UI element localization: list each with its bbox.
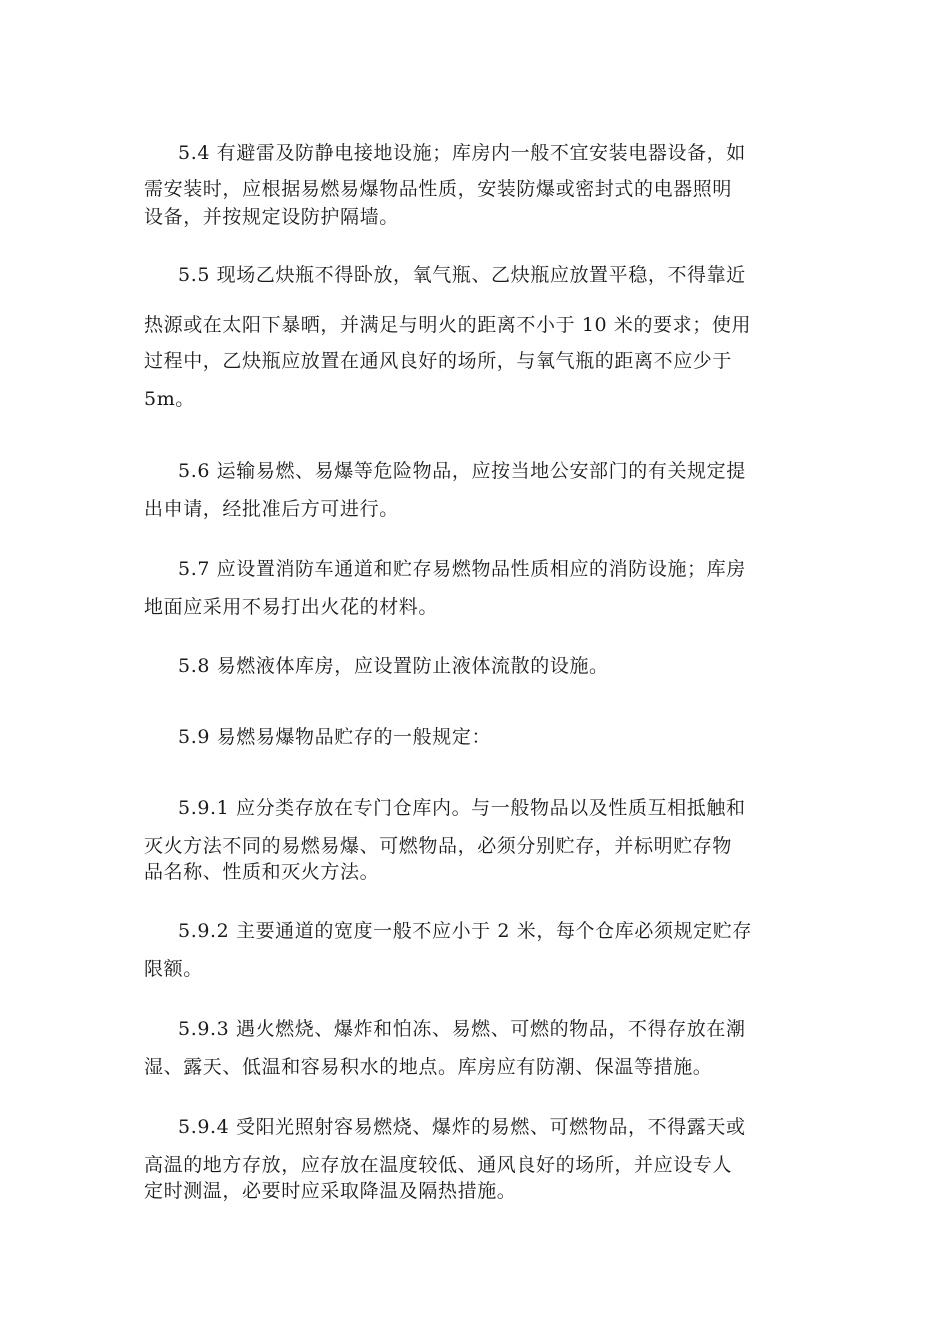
text-line: 地面应采用不易打出火花的材料。 bbox=[144, 596, 439, 618]
text-line: 5.7 应设置消防车通道和贮存易燃物品性质相应的消防设施；库房 bbox=[178, 558, 746, 580]
text-line: 5.9.4 受阳光照射容易燃烧、爆炸的易燃、可燃物品，不得露天或 bbox=[178, 1116, 746, 1138]
text-line: 设备，并按规定设防护隔墙。 bbox=[144, 206, 399, 228]
text-line: 品名称、性质和灭火方法。 bbox=[144, 861, 380, 883]
text-line: 出申请，经批准后方可进行。 bbox=[144, 498, 399, 520]
text-line: 限额。 bbox=[144, 958, 203, 980]
text-line: 高温的地方存放，应存放在温度较低、通风良好的场所，并应设专人 bbox=[144, 1154, 733, 1176]
text-line: 热源或在太阳下暴晒，并满足与明火的距离不小于 10 米的要求；使用 bbox=[144, 314, 752, 336]
text-line: 5.6 运输易燃、易爆等危险物品，应按当地公安部门的有关规定提 bbox=[178, 460, 746, 482]
text-line: 5m。 bbox=[144, 388, 195, 410]
text-line: 5.4 有避雷及防静电接地设施；库房内一般不宜安装电器设备，如 bbox=[178, 142, 746, 164]
text-line: 灭火方法不同的易燃易爆、可燃物品，必须分别贮存，并标明贮存物 bbox=[144, 835, 733, 857]
text-line: 湿、露天、低温和容易积水的地点。库房应有防潮、保温等措施。 bbox=[144, 1056, 713, 1078]
text-line: 定时测温，必要时应采取降温及隔热措施。 bbox=[144, 1180, 517, 1202]
text-line: 5.8 易燃液体库房，应设置防止液体流散的设施。 bbox=[178, 655, 609, 677]
text-line: 5.5 现场乙炔瓶不得卧放，氧气瓶、乙炔瓶应放置平稳，不得靠近 bbox=[178, 264, 746, 286]
text-line: 需安装时，应根据易燃易爆物品性质，安装防爆或密封式的电器照明 bbox=[144, 178, 733, 200]
text-line: 5.9.3 遇火燃烧、爆炸和怕冻、易燃、可燃的物品，不得存放在潮 bbox=[178, 1018, 746, 1040]
text-line: 过程中，乙炔瓶应放置在通风良好的场所，与氧气瓶的距离不应少于 bbox=[144, 350, 733, 372]
text-line: 5.9.2 主要通道的宽度一般不应小于 2 米，每个仓库必须规定贮存 bbox=[178, 920, 752, 942]
text-line: 5.9.1 应分类存放在专门仓库内。与一般物品以及性质互相抵触和 bbox=[178, 797, 746, 819]
text-line: 5.9 易燃易爆物品贮存的一般规定： bbox=[178, 726, 492, 748]
